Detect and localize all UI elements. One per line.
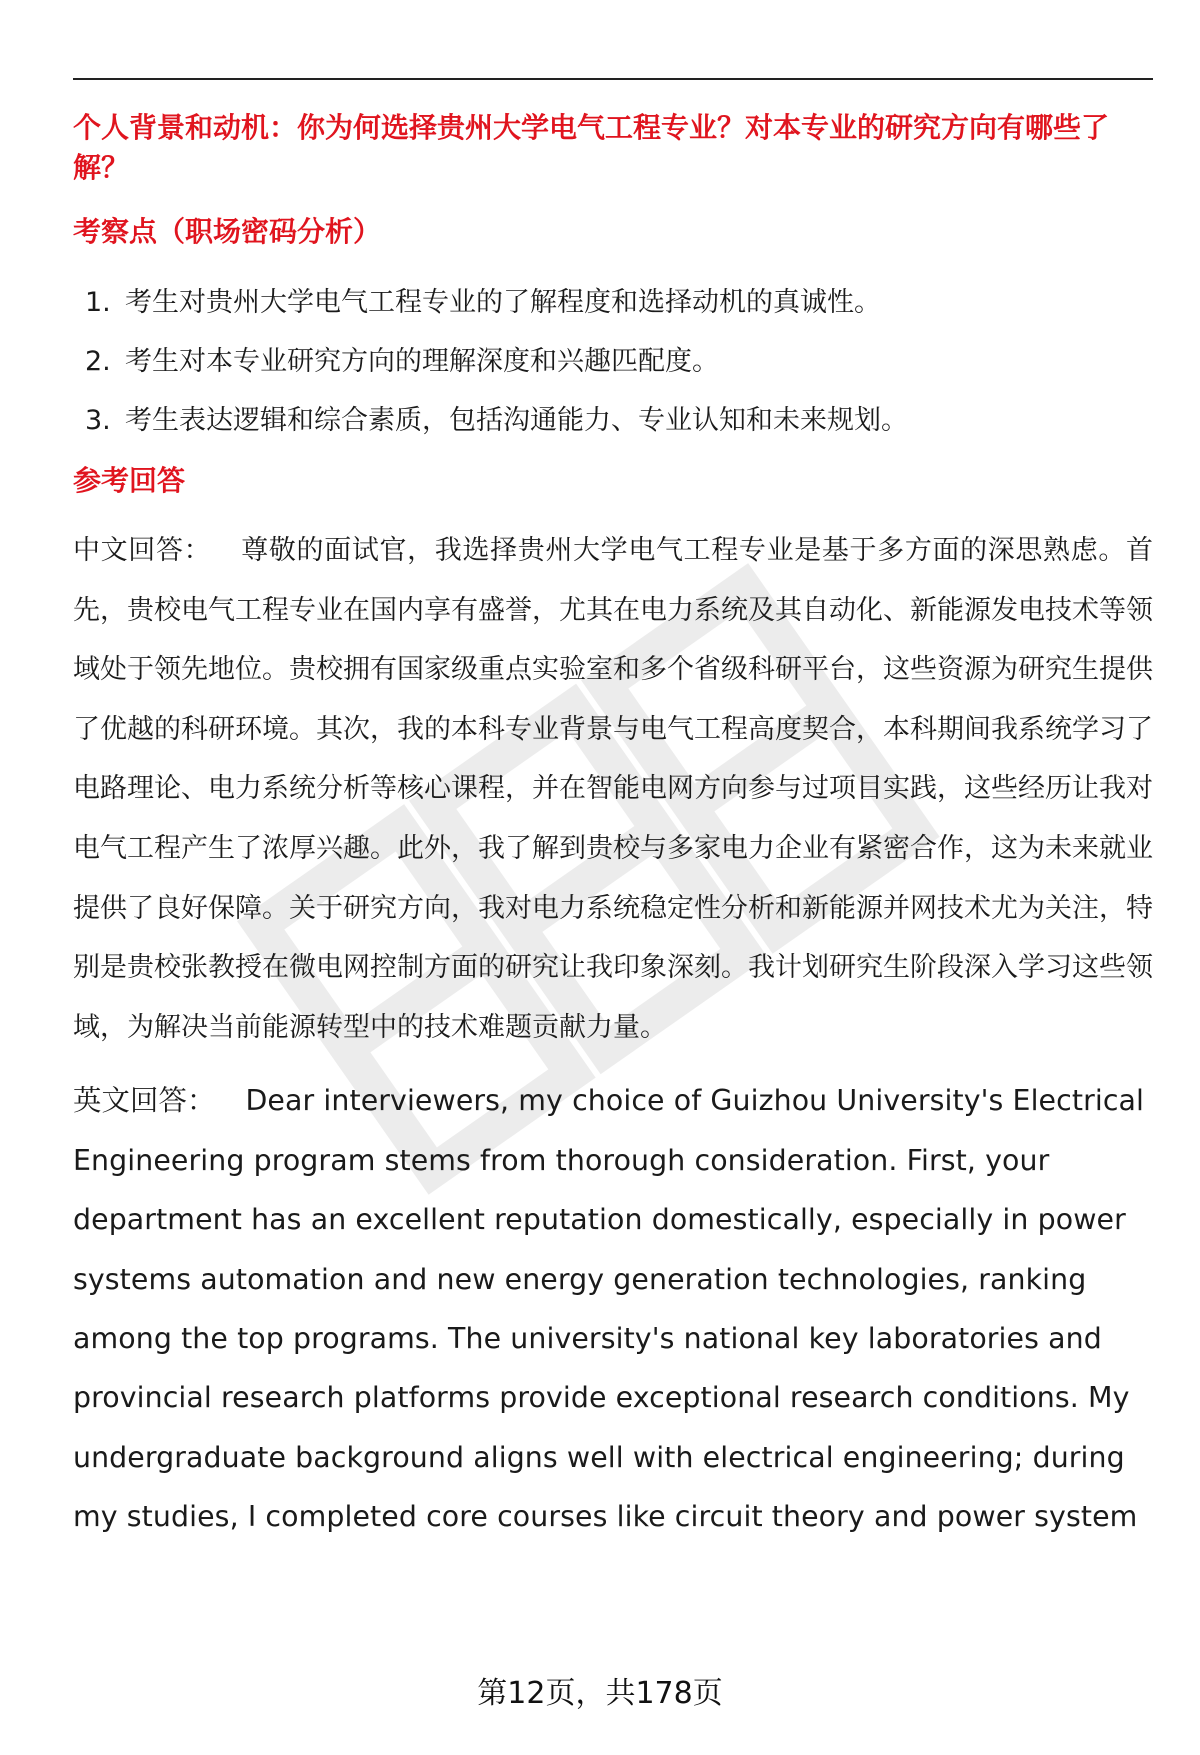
chinese-answer-text: 尊敬的面试官，我选择贵州大学电气工程专业是基于多方面的深思熟虑。首先，贵校电气工程专业在国内享有盛誉，尤其在电力系统及其自动化、新能源发电技术等领域处于领先地位。贵校拥有国家级重点实验室和多个省级科研平台，这些资源为研究生提供了优越的科研环境。其次，我的本科专业背景与电气工程高度契合，本科期间我系统学习了电路理论、电力系统分析等核心课程，并在智能电网方向参与过项目实践，这些经历让我对电气工程产生了浓厚兴趣。此外，我了解到贵校与多家电力企业有紧密合作，这为未来就业提供了良好保障。关于研究方向，我对电力系统稳定性分析和新能源并网技术尤为关注，特别是贵校张教授在微电网控制方面的研究让我印象深刻。我计划研究生阶段深入学习这些领域，为解决当前能源转型中的技术难题贡献力量。 [73, 535, 1154, 1043]
page-number: 第12页，共178页 [477, 1676, 723, 1711]
header-divider [73, 78, 1153, 80]
english-answer-label: 英文回答： [73, 1084, 216, 1118]
question-title: 个人背景和动机：你为何选择贵州大学电气工程专业？对本专业的研究方向有哪些了解？ [73, 111, 1110, 184]
english-answer-text: Dear interviewers, my choice of Guizhou University's Electrical Engineering program stems from thorough consideration. First, your department has an excellent reputation domestically, especially in power systems automation and new energy generation technologies, ranking among the top programs. The university's national key laboratories and provincial research platforms provide exceptional research conditions. My undergraduate background aligns well with electrical engineering; during my studies, I completed core courses like circuit theory and power system [73, 1084, 1145, 1534]
list-item-number: 1. [85, 287, 111, 318]
list-item [73, 402, 1153, 440]
key-points-list [73, 284, 1153, 440]
list-item [73, 343, 1153, 381]
list-item-text: 考生对本专业研究方向的理解深度和兴趣匹配度。 [125, 346, 719, 377]
document-body [73, 108, 1153, 1547]
english-answer-paragraph [73, 1071, 1153, 1546]
list-item-number: 3. [85, 405, 111, 436]
list-item-number: 2. [85, 346, 111, 377]
list-item [73, 284, 1153, 322]
key-points-heading: 考察点（职场密码分析） [73, 215, 382, 248]
chinese-answer-paragraph [73, 521, 1153, 1057]
reference-answer-heading: 参考回答 [73, 464, 186, 497]
chinese-answer-label: 中文回答： [73, 535, 212, 566]
list-item-text: 考生表达逻辑和综合素质，包括沟通能力、专业认知和未来规划。 [125, 405, 908, 436]
list-item-text: 考生对贵州大学电气工程专业的了解程度和选择动机的真诚性。 [125, 287, 881, 318]
